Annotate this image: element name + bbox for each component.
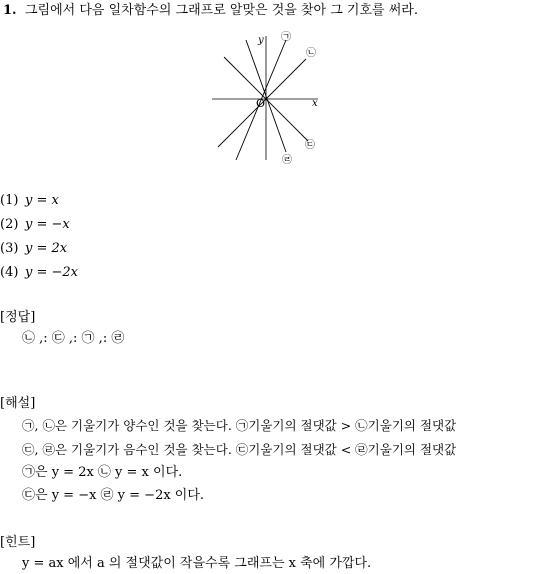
explanation-line: ㉢, ㉣은 기울기가 음수인 것을 찾는다. ㉢기울기의 절댓값 < ㉣기울기의 절댓값 <box>22 442 457 457</box>
question-text: 그림에서 다음 일차함수의 그래프로 알맞은 것을 찾아 그 기호를 써라. <box>25 3 418 18</box>
explanation-line: ㉠은 y = 2x ㉡ y = x 이다. <box>22 465 183 480</box>
hint-header: [힌트] <box>0 535 36 550</box>
choice-equation: y = −2x <box>25 265 78 280</box>
answer-text: ㉡ ,: ㉢ ,: ㉠ ,: ㉣ <box>22 331 125 346</box>
question-number: 1. <box>3 3 17 18</box>
choice-equation: y = 2x <box>25 241 68 256</box>
label-nieun: ㉡ <box>306 48 316 59</box>
choice-number: (2) <box>0 217 19 232</box>
explanation-line: ㉠, ㉡은 기울기가 양수인 것을 찾는다. ㉠기울기의 절댓값 > ㉡기울기의 절댓값 <box>22 418 457 433</box>
linear-function-graph <box>210 28 330 168</box>
choice-number: (4) <box>0 265 19 280</box>
label-rieul: ㉣ <box>282 155 292 166</box>
x-axis-label: x <box>312 98 318 109</box>
explanation-line: ㉢은 y = −x ㉣ y = −2x 이다. <box>22 488 205 503</box>
hint-text: y = ax 에서 a 의 절댓값이 작을수록 그래프는 x 축에 가깝다. <box>22 556 372 571</box>
explanation-header: [해설] <box>0 396 36 411</box>
label-giyeok: ㉠ <box>281 32 291 43</box>
choice-equation: y = x <box>25 193 59 208</box>
origin-label: O <box>256 97 266 110</box>
y-axis-label: y <box>258 35 264 46</box>
choice-equation: y = −x <box>25 217 70 232</box>
choice-number: (3) <box>0 241 19 256</box>
label-digeut: ㉢ <box>305 140 315 151</box>
choice-number: (1) <box>0 193 19 208</box>
answer-header: [정답] <box>0 310 36 325</box>
